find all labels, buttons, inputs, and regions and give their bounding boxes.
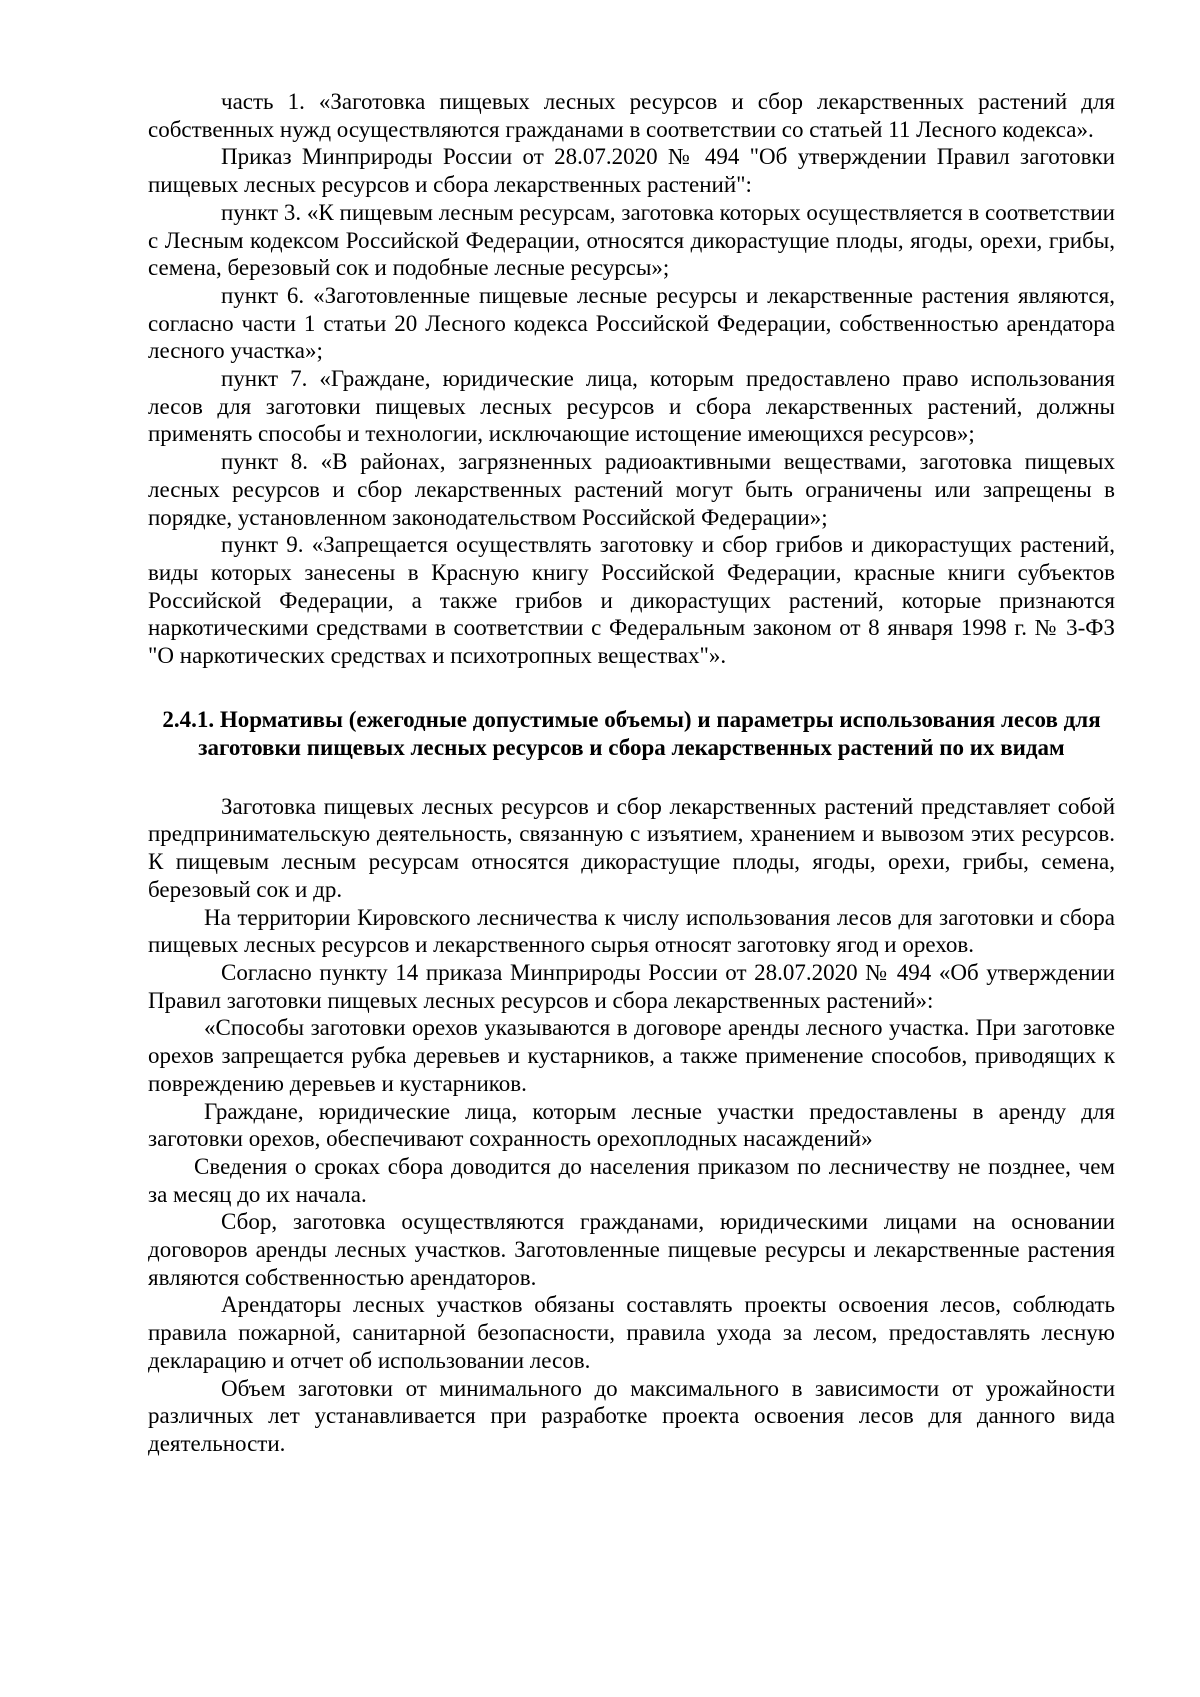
section-heading: 2.4.1. Нормативы (ежегодные допустимые объемы) и параметры использования лесов для заготовки пищевых лесных ресурсов и сбора лекарственных растений по их видам <box>162 706 1101 760</box>
paragraph: пункт 6. «Заготовленные пищевые лесные ресурсы и лекарственные растения являются, согласно части 1 статьи 20 Лесного кодекса Российской Федерации, собственностью арендатора лесного участка»; <box>148 282 1115 364</box>
paragraph: Сведения о сроках сбора доводится до населения приказом по лесничеству не позднее, чем за месяц до их начала. <box>148 1153 1115 1207</box>
paragraph: Заготовка пищевых лесных ресурсов и сбор лекарственных растений представляет собой предпринимательскую деятельность, связанную с изъятием, хранением и вывозом этих ресурсов. К пищевым лесным ресурсам относятся дикорастущие плоды, ягоды, орехи, грибы, семена, березовый сок и др. <box>148 793 1115 902</box>
paragraph: Арендаторы лесных участков обязаны составлять проекты освоения лесов, соблюдать правила пожарной, санитарной безопасности, правила ухода за лесом, предоставлять лесную декларацию и отчет об использовании лесов. <box>148 1292 1115 1373</box>
paragraph: На территории Кировского лесничества к числу использования лесов для заготовки и сбора пищевых лесных ресурсов и лекарственного сырья относят заготовку ягод и орехов. <box>148 904 1115 958</box>
document-page <box>148 88 1115 1458</box>
paragraph: пункт 3. «К пищевым лесным ресурсам, заготовка которых осуществляется в соответствии с Лесным кодексом Российской Федерации, относятся дикорастущие плоды, ягоды, орехи, грибы, семена, березовый сок и подобные лесные ресурсы»; <box>148 199 1115 281</box>
paragraph: Граждане, юридические лица, которым лесные участки предоставлены в аренду для заготовки орехов, обеспечивают сохранность орехоплодных насаждений» <box>148 1098 1115 1152</box>
paragraph: Согласно пункту 14 приказа Минприроды России от 28.07.2020 № 494 «Об утверждении Правил заготовки пищевых лесных ресурсов и сбора лекарственных растений»: <box>148 959 1115 1013</box>
paragraph: пункт 7. «Граждане, юридические лица, которым предоставлено право использования лесов для заготовки пищевых лесных ресурсов и сбора лекарственных растений, должны применять способы и технологии, исключающие истощение имеющихся ресурсов»; <box>148 366 1115 447</box>
paragraph: «Способы заготовки орехов указываются в договоре аренды лесного участка. При заготовке орехов запрещается рубка деревьев и кустарников, а также применение способов, приводящих к повреждению деревьев и кустарников. <box>148 1015 1115 1096</box>
spacer <box>148 762 1115 793</box>
paragraph: пункт 8. «В районах, загрязненных радиоактивными веществами, заготовка пищевых лесных ресурсов и сбор лекарственных растений могут быть ограничены или запрещены в порядке, установленном законодательством Российской Федерации»; <box>148 449 1115 530</box>
paragraph: Сбор, заготовка осуществляются гражданами, юридическими лицами на основании договоров аренды лесных участков. Заготовленные пищевые ресурсы и лекарственные растения являются собственностью арендаторов. <box>148 1209 1115 1290</box>
paragraph: Приказ Минприроды России от 28.07.2020 № 494 "Об утверждении Правил заготовки пищевых лесных ресурсов и сбора лекарственных растений": <box>148 144 1115 198</box>
paragraph: часть 1. «Заготовка пищевых лесных ресурсов и сбор лекарственных растений для собственных нужд осуществляются гражданами в соответствии со статьей 11 Лесного кодекса». <box>148 89 1115 142</box>
paragraph: пункт 9. «Запрещается осуществлять заготовку и сбор грибов и дикорастущих растений, виды которых занесены в Красную книгу Российской Федерации, красные книги субъектов Российской Федерации, а также грибов и дикорастущих растений, которые признаются наркотическими средствами в соответствии с Федеральным законом от 8 января 1998 г. № 3-ФЗ "О наркотических средствах и психотропных веществах"». <box>148 532 1115 669</box>
paragraph: Объем заготовки от минимального до максимального в зависимости от урожайности различных лет устанавливается при разработке проекта освоения лесов для данного вида деятельности. <box>148 1375 1115 1456</box>
